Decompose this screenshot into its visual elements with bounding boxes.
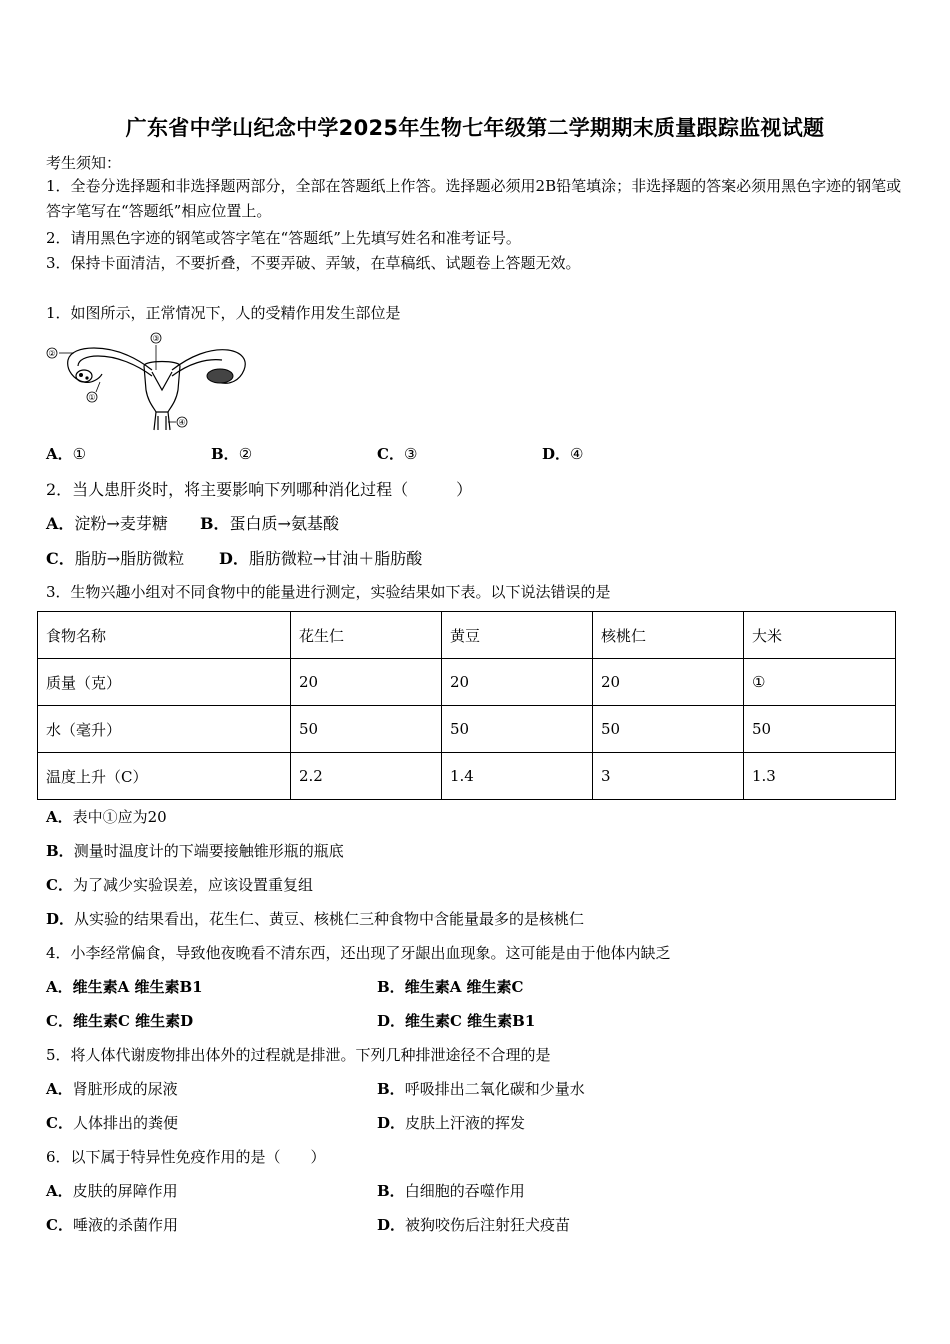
notice-item: 3．保持卡面清洁，不要折叠，不要弄破、弄皱，在草稿纸、试题卷上答题无效。 (46, 254, 581, 272)
option-c[interactable]: C．唾液的杀菌作用 (46, 1216, 178, 1234)
energy-table (37, 611, 896, 800)
table-cell: 50 (593, 706, 744, 753)
table-header-cell: 食物名称 (38, 612, 291, 659)
table-header-cell: 黄豆 (442, 612, 593, 659)
option-a[interactable]: A．维生素A 维生素B1 (46, 978, 203, 996)
notice-item: 1．全卷分选择题和非选择题两部分，全部在答题纸上作答。选择题必须用2B铅笔填涂；非选择题的答案必须用黑色字迹的钢笔或答字笔写在“答题纸”相应位置上。 (46, 177, 902, 220)
option-b[interactable]: B．白细胞的吞噬作用 (377, 1182, 525, 1200)
question-stem: 2．当人患肝炎时，将主要影响下列哪种消化过程（ ） (46, 480, 473, 499)
table-cell: 质量（克） (38, 659, 291, 706)
figure-label: ① (88, 393, 96, 402)
option-d[interactable]: D．脂肪微粒→甘油＋脂肪酸 (219, 549, 423, 568)
table-header-cell: 花生仁 (291, 612, 442, 659)
figure-label: ② (48, 349, 56, 358)
option-c[interactable]: C．脂肪→脂肪微粒 (46, 549, 185, 568)
table-cell: 50 (744, 706, 896, 753)
option-a[interactable]: A．肾脏形成的尿液 (46, 1080, 178, 1098)
option-b[interactable]: B．② (211, 445, 253, 463)
table-cell: 20 (442, 659, 593, 706)
page-title: 广东省中学山纪念中学2025年生物七年级第二学期期末质量跟踪监视试题 (125, 116, 825, 140)
option-d[interactable]: D．从实验的结果看出，花生仁、黄豆、核桃仁三种食物中含能量最多的是核桃仁 (46, 910, 585, 928)
table-header-cell: 大米 (744, 612, 896, 659)
option-d[interactable]: D．皮肤上汗液的挥发 (377, 1114, 526, 1132)
figure-label: ④ (178, 418, 186, 427)
uterus-diagram-icon (44, 330, 249, 434)
table-cell: 2.2 (291, 753, 442, 800)
table-cell: 温度上升（C） (38, 753, 291, 800)
question-stem: 6．以下属于特异性免疫作用的是（ ） (46, 1148, 326, 1166)
table-row (38, 659, 896, 706)
option-d[interactable]: D．被狗咬伤后注射狂犬疫苗 (377, 1216, 571, 1234)
table-header-cell: 核桃仁 (593, 612, 744, 659)
option-b[interactable]: B．呼吸排出二氧化碳和少量水 (377, 1080, 585, 1098)
table-cell: 水（毫升） (38, 706, 291, 753)
table-cell: 50 (442, 706, 593, 753)
table-cell: 1.4 (442, 753, 593, 800)
table-cell: ① (744, 659, 896, 706)
option-c[interactable]: C．③ (377, 445, 418, 463)
table-row (38, 706, 896, 753)
option-a[interactable]: A．表中①应为20 (46, 808, 167, 826)
table-cell: 20 (593, 659, 744, 706)
table-header-row (38, 612, 896, 659)
option-c[interactable]: C．维生素C 维生素D (46, 1012, 194, 1030)
question-stem: 1．如图所示，正常情况下，人的受精作用发生部位是 (46, 304, 401, 322)
option-d[interactable]: D．④ (542, 445, 584, 463)
option-b[interactable]: B．维生素A 维生素C (377, 978, 524, 996)
question-stem: 5．将人体代谢废物排出体外的过程就是排泄。下列几种排泄途径不合理的是 (46, 1046, 551, 1064)
table-cell: 1.3 (744, 753, 896, 800)
notice-heading: 考生须知： (46, 154, 122, 172)
option-c[interactable]: C．为了减少实验误差，应该设置重复组 (46, 876, 313, 894)
question-stem: 3．生物兴趣小组对不同食物中的能量进行测定，实验结果如下表。以下说法错误的是 (46, 583, 611, 601)
table-cell: 50 (291, 706, 442, 753)
option-a[interactable]: A．① (46, 445, 87, 463)
question-stem: 4．小李经常偏食，导致他夜晚看不清东西，还出现了牙龈出血现象。这可能是由于他体内缺乏 (46, 944, 671, 962)
option-a[interactable]: A．淀粉→麦芽糖 (46, 514, 168, 533)
table-row (38, 753, 896, 800)
table-cell: 20 (291, 659, 442, 706)
option-b[interactable]: B．蛋白质→氨基酸 (200, 514, 339, 533)
option-a[interactable]: A．皮肤的屏障作用 (46, 1182, 178, 1200)
notice-item: 2．请用黑色字迹的钢笔或答字笔在“答题纸”上先填写姓名和准考证号。 (46, 229, 521, 247)
option-d[interactable]: D．维生素C 维生素B1 (377, 1012, 536, 1030)
figure-label: ③ (152, 334, 160, 343)
option-c[interactable]: C．人体排出的粪便 (46, 1114, 178, 1132)
option-b[interactable]: B．测量时温度计的下端要接触锥形瓶的瓶底 (46, 842, 344, 860)
table-cell: 3 (593, 753, 744, 800)
